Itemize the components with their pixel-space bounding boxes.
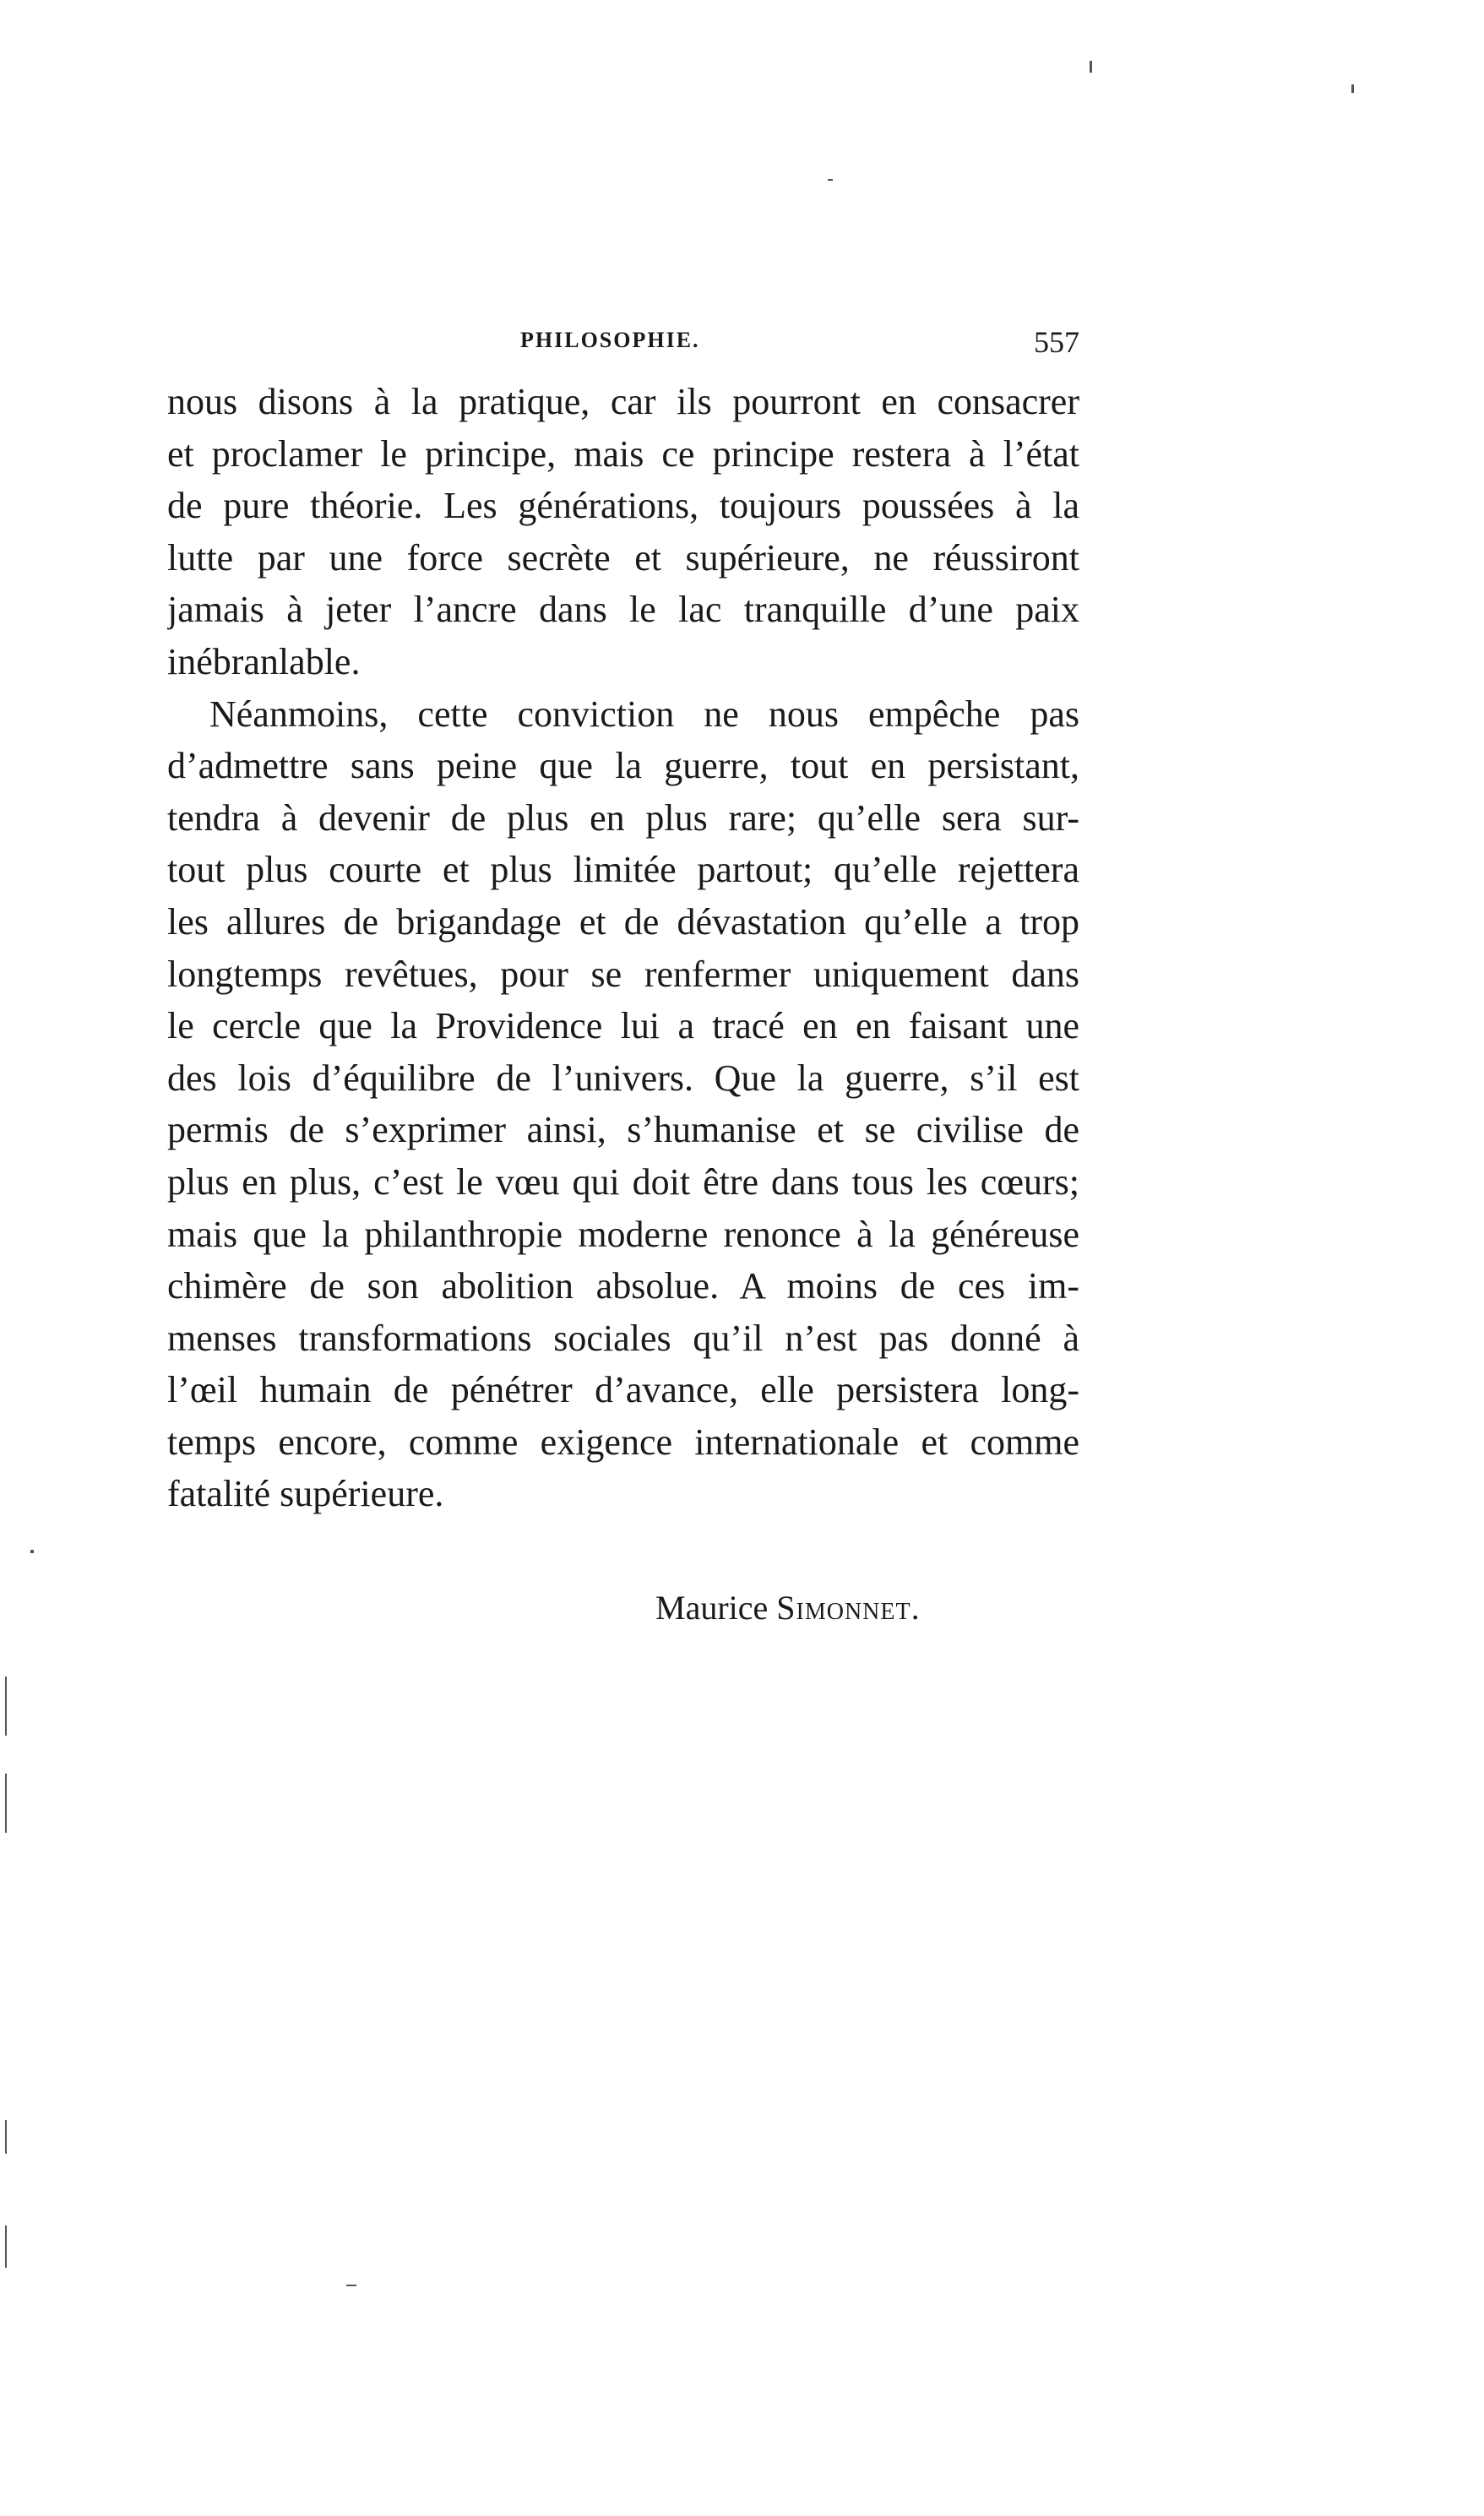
scan-speck [5, 2120, 7, 2154]
text-line: et proclamer le principe, mais ce principe restera à l’état [167, 432, 1079, 475]
text-line: tendra à devenir de plus en plus rare; qu’elle sera sur- [167, 796, 1079, 839]
running-title: PHILOSOPHIE. [520, 328, 700, 352]
text-line: nous disons à la pratique, car ils pourront en consacrer [167, 381, 1079, 422]
scan-speck [346, 2285, 356, 2286]
text-line: les allures de brigandage et de dévastation qu’elle a trop [167, 900, 1079, 943]
paragraph-end-line: fatalité supérieure. [167, 1473, 444, 1515]
text-line: d’admettre sans peine que la guerre, tout en persistant, [167, 745, 1079, 787]
text-line: tout plus courte et plus limitée partout; qu’elle rejettera [167, 849, 1079, 891]
page-number: 557 [1034, 325, 1079, 359]
text-line: longtemps revêtues, pour se renfermer uniquement dans [167, 953, 1079, 995]
text-line: des lois d’équilibre de l’univers. Que la guerre, s’il est [167, 1057, 1079, 1099]
author-surname: Simonnet. [776, 1589, 921, 1627]
scan-speck [5, 1774, 7, 1833]
text-line: le cercle que la Providence lui a tracé en en faisant une [167, 1005, 1079, 1047]
text-line: temps encore, comme exigence internationale et comme [167, 1421, 1079, 1463]
text-line: permis de s’exprimer ainsi, s’humanise et se civilise de [167, 1109, 1079, 1151]
paragraph-start-line: Néanmoins, cette conviction ne nous empêche pas [209, 693, 1079, 735]
author-signature [655, 1588, 921, 1628]
text-line: plus en plus, c’est le vœu qui doit être dans tous les cœurs; [167, 1160, 1079, 1203]
text-line: lutte par une force secrète et supérieure, ne réussiront [167, 536, 1079, 579]
running-header [167, 324, 1079, 367]
scan-speck [5, 1676, 7, 1736]
body-text [167, 376, 1079, 1520]
scan-speck [5, 2225, 7, 2268]
author-first-name: Maurice [655, 1589, 769, 1627]
text-line: chimère de son abolition absolue. A moins de ces im- [167, 1265, 1079, 1307]
scan-speck [828, 179, 833, 181]
text-line: l’œil humain de pénétrer d’avance, elle persistera long- [167, 1369, 1079, 1411]
text-line: menses transformations sociales qu’il n’est pas donné à [167, 1317, 1079, 1359]
text-line: mais que la philanthropie moderne renonce à la généreuse [167, 1213, 1079, 1255]
paragraph-end-line: inébranlable. [167, 640, 361, 682]
text-line: de pure théorie. Les générations, toujours poussées à la [167, 485, 1079, 527]
scan-speck [1351, 84, 1354, 93]
scan-speck [1090, 61, 1092, 73]
text-line: jamais à jeter l’ancre dans le lac tranquille d’une paix [167, 589, 1079, 631]
scan-speck [30, 1550, 34, 1553]
